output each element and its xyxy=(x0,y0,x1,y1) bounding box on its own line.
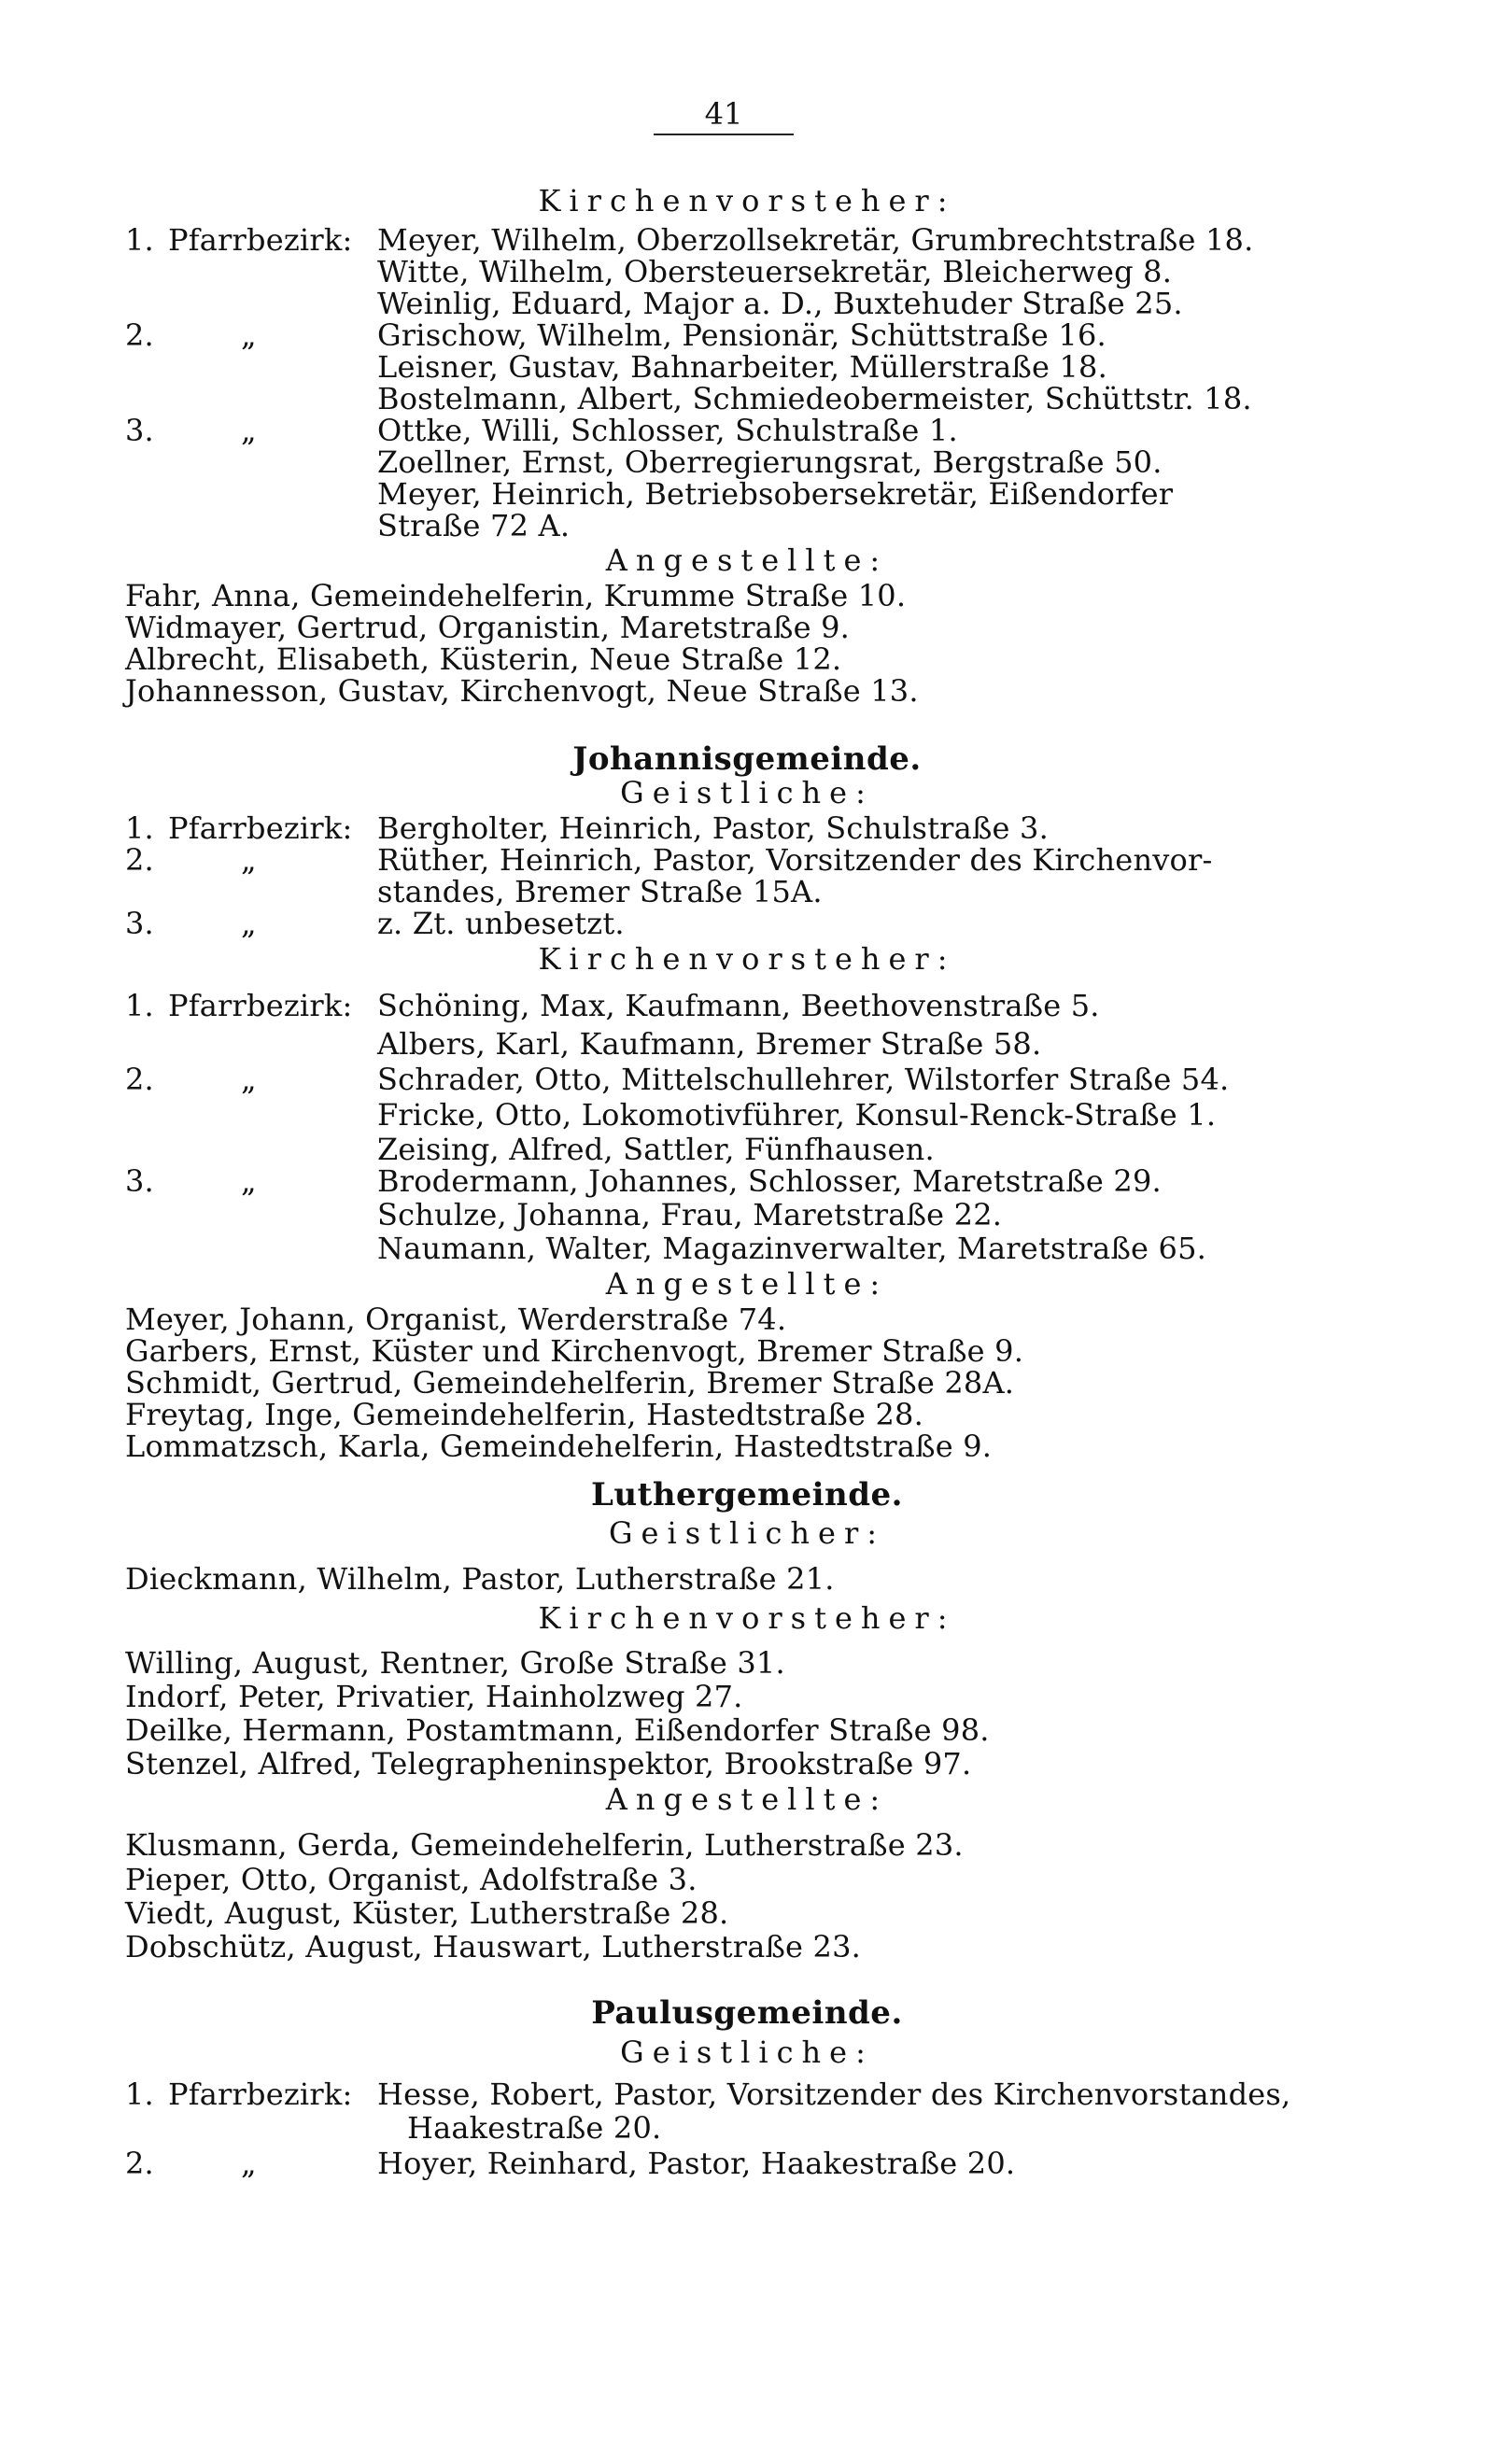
district-number: 2. xyxy=(125,842,154,878)
district-number: 1. xyxy=(125,2077,154,2112)
district-number: 2. xyxy=(125,2146,154,2181)
section-title-paulusgemeinde: Paulusgemeinde. xyxy=(591,1994,903,2032)
ditto-mark: „ xyxy=(241,1163,257,1199)
district-label: Pfarrbezirk: xyxy=(168,222,353,258)
staff-entry: Lommatzsch, Karla, Gemeindehelferin, Hastedtstraße 9. xyxy=(125,1429,993,1464)
district-number: 1. xyxy=(125,988,154,1023)
staff-entry: Dobschütz, August, Hauswart, Lutherstraße 23. xyxy=(125,1929,862,1964)
entry-row: Indorf, Peter, Privatier, Hainholzweg 27. xyxy=(125,1679,743,1714)
entry-text: Bergholter, Heinrich, Pastor, Schulstraße 3. xyxy=(377,810,1049,846)
entry-text: Hoyer, Reinhard, Pastor, Haakestraße 20. xyxy=(377,2146,1016,2181)
entry-row: Deilke, Hermann, Postamtmann, Eißendorfer Straße 98. xyxy=(125,1712,990,1748)
page-number: 41 xyxy=(704,96,743,132)
entry-row: Albers, Karl, Kaufmann, Bremer Straße 58. xyxy=(377,1026,1042,1062)
entry-text: Grischow, Wilhelm, Pensionär, Schüttstraße 16. xyxy=(377,317,1106,353)
staff-entry: Klusmann, Gerda, Gemeindehelferin, Lutherstraße 23. xyxy=(125,1827,964,1863)
heading-geistliche: Geistliche: xyxy=(620,775,874,810)
entry-row: Meyer, Heinrich, Betriebsobersekretär, Eißendorfer xyxy=(377,476,1174,512)
entry-row: Witte, Wilhelm, Obersteuersekretär, Bleicherweg 8. xyxy=(377,254,1173,289)
ditto-mark: „ xyxy=(241,1062,257,1097)
heading-angestellte: Angestellte: xyxy=(605,1266,889,1302)
page-number-rule xyxy=(654,134,794,135)
heading-angestellte: Angestellte: xyxy=(605,1781,889,1817)
staff-entry: Fahr, Anna, Gemeindehelferin, Krumme Straße 10. xyxy=(125,578,907,613)
ditto-mark: „ xyxy=(241,413,257,448)
entry-text: Meyer, Wilhelm, Oberzollsekretär, Grumbrechtstraße 18. xyxy=(377,222,1254,258)
heading-angestellte: Angestellte: xyxy=(605,542,889,578)
ditto-mark: „ xyxy=(241,317,257,353)
staff-entry: Albrecht, Elisabeth, Küsterin, Neue Straße 12. xyxy=(125,641,842,677)
entry-row: Naumann, Walter, Magazinverwalter, Maretstraße 65. xyxy=(377,1231,1207,1266)
staff-entry: Freytag, Inge, Gemeindehelferin, Hastedtstraße 28. xyxy=(125,1397,923,1432)
entry-row: Straße 72 A. xyxy=(377,508,571,543)
entry-row: Bostelmann, Albert, Schmiedeobermeister, Schüttstr. 18. xyxy=(377,381,1252,416)
staff-entry: Garbers, Ernst, Küster und Kirchenvogt, Bremer Straße 9. xyxy=(125,1333,1024,1369)
ditto-mark: „ xyxy=(241,906,257,941)
entry-row: standes, Bremer Straße 15A. xyxy=(377,874,823,909)
entry-row: Fricke, Otto, Lokomotivführer, Konsul-Renck-Straße 1. xyxy=(377,1097,1217,1133)
entry-row: Willing, August, Rentner, Große Straße 31. xyxy=(125,1645,785,1681)
entry-text: Schöning, Max, Kaufmann, Beethovenstraße 5. xyxy=(377,988,1100,1023)
district-number: 2. xyxy=(125,317,154,353)
entry-row: Zoellner, Ernst, Oberregierungsrat, Bergstraße 50. xyxy=(377,444,1163,480)
entry-text: Rüther, Heinrich, Pastor, Vorsitzender des Kirchenvor- xyxy=(377,842,1213,878)
staff-entry: Schmidt, Gertrud, Gemeindehelferin, Bremer Straße 28A. xyxy=(125,1365,1015,1401)
heading-kirchenvorsteher: Kirchenvorsteher: xyxy=(538,941,956,977)
district-label: Pfarrbezirk: xyxy=(168,988,353,1023)
section-title-luthergemeinde: Luthergemeinde. xyxy=(591,1476,903,1514)
ditto-mark: „ xyxy=(241,2146,257,2181)
entry-text: z. Zt. unbesetzt. xyxy=(377,906,625,941)
ditto-mark: „ xyxy=(241,842,257,878)
heading-geistlicher: Geistlicher: xyxy=(608,1515,886,1551)
district-label: Pfarrbezirk: xyxy=(168,2077,353,2112)
heading-kirchenvorsteher: Kirchenvorsteher: xyxy=(538,1600,956,1636)
district-label: Pfarrbezirk: xyxy=(168,810,353,846)
staff-entry: Johannesson, Gustav, Kirchenvogt, Neue Straße 13. xyxy=(125,673,919,709)
heading-geistliche: Geistliche: xyxy=(620,2035,874,2070)
entry-text: Schrader, Otto, Mittelschullehrer, Wilstorfer Straße 54. xyxy=(377,1062,1230,1097)
entry-text: Hesse, Robert, Pastor, Vorsitzender des Kirchenvorstandes, xyxy=(377,2077,1291,2112)
section-title-johannisgemeinde: Johannisgemeinde. xyxy=(572,740,922,778)
entry-row: Zeising, Alfred, Sattler, Fünfhausen. xyxy=(377,1132,935,1167)
entry-row: Weinlig, Eduard, Major a. D., Buxtehuder Straße 25. xyxy=(377,286,1183,321)
district-number: 3. xyxy=(125,1163,154,1199)
entry-row: Leisner, Gustav, Bahnarbeiter, Müllerstraße 18. xyxy=(377,349,1107,385)
district-number: 3. xyxy=(125,413,154,448)
entry-row: Stenzel, Alfred, Telegrapheninspektor, Brookstraße 97. xyxy=(125,1746,972,1781)
entry-row: Dieckmann, Wilhelm, Pastor, Lutherstraße 21. xyxy=(125,1561,835,1597)
staff-entry: Pieper, Otto, Organist, Adolfstraße 3. xyxy=(125,1862,698,1897)
entry-row: Haakestraße 20. xyxy=(407,2110,662,2146)
staff-entry: Viedt, August, Küster, Lutherstraße 28. xyxy=(125,1895,729,1931)
staff-entry: Meyer, Johann, Organist, Werderstraße 74. xyxy=(125,1302,787,1337)
entry-row: Schulze, Johanna, Frau, Maretstraße 22. xyxy=(377,1197,1003,1232)
heading-kirchenvorsteher: Kirchenvorsteher: xyxy=(538,183,956,218)
entry-text: Ottke, Willi, Schlosser, Schulstraße 1. xyxy=(377,413,958,448)
district-number: 2. xyxy=(125,1062,154,1097)
entry-text: Brodermann, Johannes, Schlosser, Maretstraße 29. xyxy=(377,1163,1162,1199)
staff-entry: Widmayer, Gertrud, Organistin, Maretstraße 9. xyxy=(125,610,851,645)
district-number: 3. xyxy=(125,906,154,941)
district-number: 1. xyxy=(125,222,154,258)
district-number: 1. xyxy=(125,810,154,846)
